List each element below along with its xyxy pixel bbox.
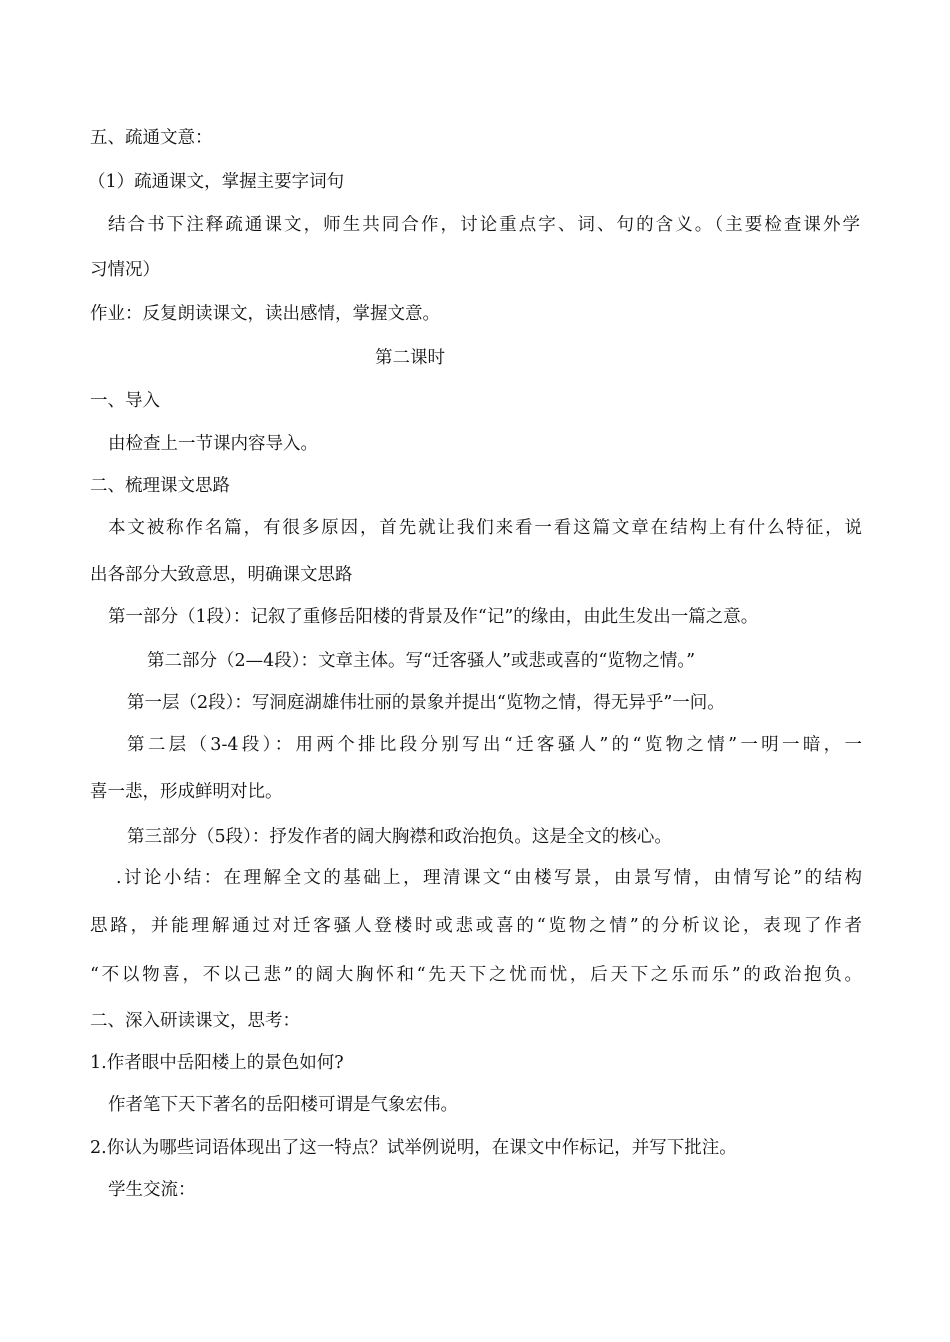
paragraph-line: 由检查上一节课内容导入。 <box>108 434 318 454</box>
section-heading: 二、深入研读课文，思考： <box>90 1011 300 1031</box>
summary-line: .讨论小结：在理解全文的基础上，理清课文“由楼写景，由景写情，由情写论”的结构 <box>116 868 862 888</box>
structure-part-2: 第二部分（2—4段）：文章主体。写“迁客骚人”或悲或喜的“览物之情。” <box>147 651 696 671</box>
section-heading: 一、导入 <box>90 391 160 411</box>
summary-line: 思路，并能理解通过对迁客骚人登楼时或悲或喜的“览物之情”的分析议论，表现了作者 <box>90 916 862 936</box>
student-exchange: 学生交流： <box>108 1180 196 1200</box>
paragraph-line: 结合书下注释疏通课文，师生共同合作，讨论重点字、词、句的含义。（主要检查课外学 <box>108 215 860 235</box>
section-heading: 五、疏通文意： <box>90 128 213 148</box>
section-heading: 二、梳理课文思路 <box>90 476 230 496</box>
structure-layer-2: 第二层（3-4段）：用两个排比段分别写出“迁客骚人”的“览物之情”一明一暗，一 <box>127 735 862 755</box>
question-1: 1.作者眼中岳阳楼上的景色如何? <box>90 1053 344 1073</box>
paragraph-line: 喜一悲，形成鲜明对比。 <box>90 782 283 802</box>
answer-1: 作者笔下天下著名的岳阳楼可谓是气象宏伟。 <box>108 1095 458 1115</box>
paragraph-line: 习情况） <box>90 260 160 280</box>
summary-line: “不以物喜，不以己悲”的阔大胸怀和“先天下之忧而忧，后天下之乐而乐”的政治抱负。 <box>90 965 862 985</box>
homework-line: 作业：反复朗读课文，读出感情，掌握文意。 <box>90 304 440 324</box>
paragraph-line: 出各部分大致意思，明确课文思路 <box>90 565 353 585</box>
structure-part-3: 第三部分（5段）：抒发作者的阔大胸襟和政治抱负。这是全文的核心。 <box>127 827 672 847</box>
structure-part-1: 第一部分（1段）：记叙了重修岳阳楼的背景及作“记”的缘由，由此生发出一篇之意。 <box>108 607 759 627</box>
question-2: 2.你认为哪些词语体现出了这一特点？试举例说明，在课文中作标记，并写下批注。 <box>90 1138 737 1158</box>
lesson-title: 第二课时 <box>375 348 445 368</box>
structure-layer-1: 第一层（2段）：写洞庭湖雄伟壮丽的景象并提出“览物之情，得无异乎”一问。 <box>127 693 725 713</box>
paragraph-line: 本文被称作名篇，有很多原因，首先就让我们来看一看这篇文章在结构上有什么特征，说 <box>108 518 862 538</box>
subheading: （1）疏通课文，掌握主要字词句 <box>88 172 345 192</box>
